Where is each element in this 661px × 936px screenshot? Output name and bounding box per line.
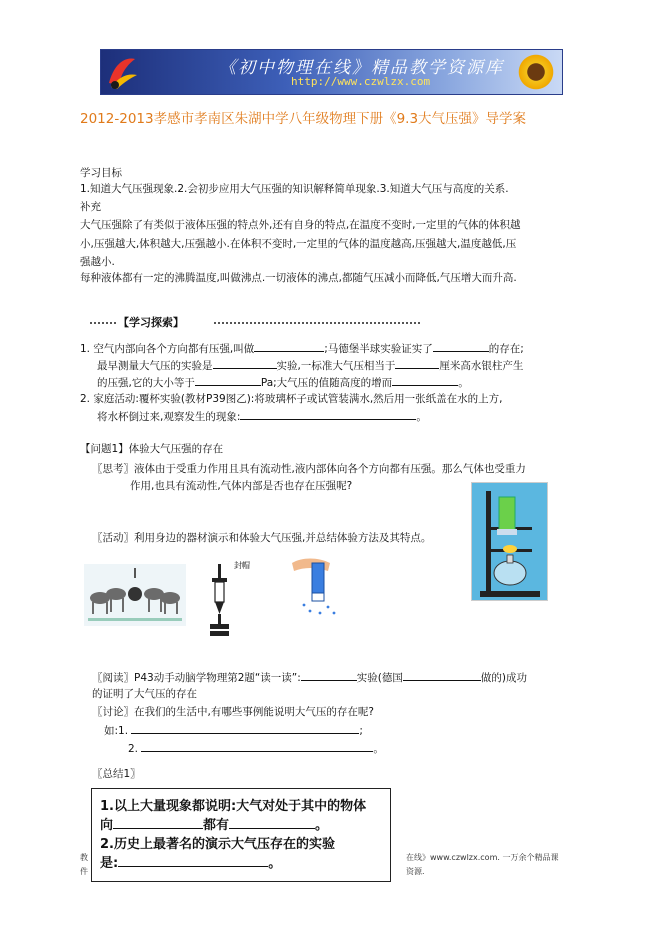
answer-blank[interactable] [395, 357, 439, 369]
problem-1-heading: 【问题1】体验大气压强的存在 [80, 443, 224, 455]
supplement-heading: 补充 [80, 201, 101, 213]
question-2-line2: 将水杯倒过来,观察发生的现象: 。 [97, 408, 427, 425]
supplement-line: 强越小. [80, 256, 115, 268]
answer-blank[interactable] [240, 408, 416, 420]
supplement-line: 大气压强除了有类似于液体压强的特点外,还有自身的特点,在温度不变时,一定里的气体的体积越 [80, 219, 521, 231]
discuss-example-1: 如:1. ; [104, 722, 363, 739]
magdeburg-horses-image [84, 564, 186, 626]
answer-blank[interactable] [141, 740, 373, 752]
answer-blank[interactable] [254, 340, 324, 352]
question-1-line3: 的压强,它的大小等于 Pa;大气压的值随高度的增而 。 [97, 374, 469, 391]
answer-blank[interactable] [229, 814, 315, 829]
section-separator [90, 316, 420, 328]
answer-blank[interactable] [301, 669, 357, 681]
supplement-line: 每种液体都有一定的沸腾温度,叫做沸点.一切液体的沸点,都随气压减小而降低,气压增大而升高. [80, 272, 517, 284]
banner-title: 《初中物理在线》精品教学资源库 [219, 58, 504, 78]
header-banner [100, 49, 563, 95]
hand-tube-image [290, 555, 342, 617]
answer-blank[interactable] [213, 357, 277, 369]
summary-line4: 是: 。 [100, 852, 281, 871]
activity-line: 〖活动〗利用身边的器材演示和体验大气压强,并总结体验方法及其特点。 [92, 532, 432, 544]
sunflower-icon [516, 52, 556, 92]
summary-line2: 向 都有 。 [100, 814, 328, 833]
discuss-example-2: 2. 。 [128, 740, 384, 757]
question-1: 1. 空气内部向各个方向都有压强,叫做 ;马德堡半球实验证实了 的存在; [80, 340, 524, 357]
banner-url[interactable]: http://www.czwlzx.com [291, 75, 431, 88]
answer-blank[interactable] [392, 374, 458, 386]
site-logo-icon [105, 53, 139, 91]
answer-blank[interactable] [118, 852, 268, 867]
question-1-line2: 最早测量大气压的实验是 实验,一标准大气压相当于 厘米高水银柱产生 [97, 357, 523, 374]
reading-line1: 〖阅读〗P43动手动脑学物理第2题“读一读”: 实验(德国 做的)成功 [92, 669, 527, 686]
answer-blank[interactable] [131, 722, 359, 734]
objectives-text: 1.知道大气压强现象.2.会初步应用大气压强的知识解释简单现象.3.知道大气压与高度的关系. [80, 183, 509, 195]
syringe-image [204, 560, 264, 640]
document-title: 2012-2013孝感市孝南区朱湖中学八年级物理下册《9.3大气压强》导学案 [80, 111, 527, 127]
think-line2: 作用,也具有流动性,气体内部是否也存在压强呢? [130, 480, 353, 492]
think-line1: 〖思考〗液体由于受重力作用且具有流动性,液内部体向各个方向都有压强。那么气体也受重力 [92, 463, 526, 475]
alcohol-lamp-image [471, 482, 548, 601]
seal-cap-label: 封帽 [234, 561, 250, 570]
answer-blank[interactable] [195, 374, 261, 386]
supplement-line: 小,压强越大,体积越大,压强越小.在体积不变时,一定里的气体的温度越高,压强越大,温度越低,压 [80, 238, 517, 250]
summary-line1: 1.以上大量现象都说明:大气对处于其中的物体 [100, 799, 367, 814]
answer-blank[interactable] [433, 340, 489, 352]
reading-line2: 的证明了大气压的存在 [92, 688, 197, 700]
footer-line2: 件 资源. [80, 867, 425, 876]
answer-blank[interactable] [113, 814, 203, 829]
summary-label: 〖总结1〗 [92, 768, 141, 780]
discuss-line: 〖讨论〗在我们的生活中,有哪些事例能说明大气压的存在呢? [92, 706, 374, 718]
footer-line1: 教 在线》www.czwlzx.com. 一万余个精品课 [80, 853, 559, 862]
summary-line3: 2.历史上最著名的演示大气压存在的实验 [100, 837, 335, 852]
question-2: 2. 家庭活动:覆杯实验(教材P39图乙):将玻璃杯子或试管装满水,然后用一张纸盖在水的上方, [80, 393, 503, 405]
answer-blank[interactable] [403, 669, 481, 681]
objectives-heading: 学习目标 [80, 167, 122, 179]
explore-tag: 【学习探索】 [118, 316, 184, 329]
summary-box [91, 788, 391, 882]
